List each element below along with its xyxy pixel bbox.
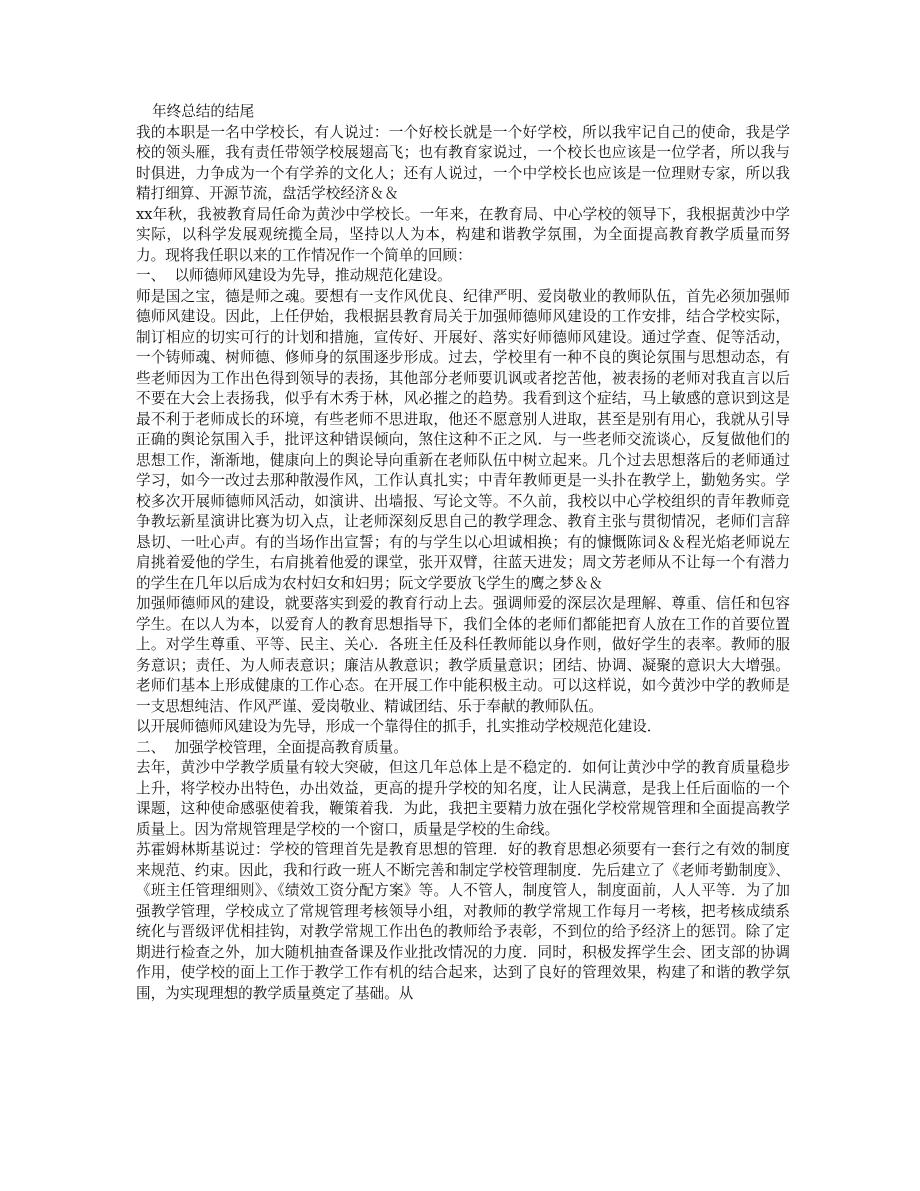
document-title: 年终总结的结尾 [152, 103, 255, 120]
paragraph-love-education: 加强师德师风的建设，就要落实到爱的教育行动上去。强调师爱的深层次是理解、尊重、信任和包容学生。在以人为本，以爱育人的教育思想指导下，我们全体的老师们都能把育人放在工作的首要位置上。对学生尊重、平等、民主、关心．各班主任及科任教师能以身作则，做好学生的表率。教师的服务意识；责任、为人师表意识；廉洁从教意识；教学质量意识；团结、协调、凝聚的意识大大增强。老师们基本上形成健康的工作心态。在开展工作中能积极主动。可以这样说，如今黄沙中学的教师是一支思想纯洁、作风严谨、爱岗敬业、精诚团结、乐于奉献的教师队伍。 [136, 595, 790, 715]
paragraph-quality: 去年，黄沙中学教学质量有较大突破，但这几年总体上是不稳定的．如何让黄沙中学的教育质量稳步上升，将学校办出特色，办出效益，更高的提升学校的知名度，让人民满意，是我上任后面临的一个课题，这种使命感驱使着我，鞭策着我．为此，我把主要精力放在强化学校常规管理和全面提高教学质量上。因为常规管理是学校的一个窗口，质量是学校的生命线。 [136, 759, 790, 838]
paragraph-intro: 我的本职是一名中学校长，有人说过：一个好校长就是一个好学校，所以我牢记自己的使命，我是学校的领头雁，我有责任带领学校展翅高飞；也有教育家说过，一个校长也应该是一位学者，所以我与时俱进，力争成为一个有学养的文化人；还有人说过，一个中学校长也应该是一位理财专家，所以我精打细算、开源节流，盘活学校经济＆＆ [136, 123, 790, 202]
section-heading-1: 一、 以师德师风建设为先导，推动规范化建设。 [136, 267, 452, 284]
section-heading-2: 二、 加强学校管理，全面提高教育质量。 [136, 738, 408, 756]
document-page [136, 102, 790, 1004]
paragraph-management: 苏霍姆林斯基说过：学校的管理首先是教育思想的管理．好的教育思想必须要有一套行之有效的制度来规范、约束。因此，我和行政一班人不断完善和制定学校管理制度．先后建立了《老师考勤制度》、《班主任管理细则》、《绩效工资分配方案》等。人不管人，制度管人，制度面前，人人平等．为了加强教学管理，学校成立了常规管理考核领导小组，对教师的教学常规工作每月一考核，把考核成绩系统化与晋级评优相挂钩，对教学常规工作出色的教师给予表彰，不到位的给予经济上的惩罚。除了定期进行检查之外，加大随机抽查备课及作业批改情况的力度．同时，积极发挥学生会、团支部的协调作用，使学校的面上工作于教学工作有机的结合起来，达到了良好的管理效果，构建了和谐的教学氛围，为实现理想的教学质量奠定了基础。从 [136, 841, 790, 1002]
paragraph-appointment: xx年秋，我被教育局任命为黄沙中学校长。一年来，在教育局、中心学校的领导下，我根据黄沙中学实际，以科学发展观统揽全局，坚持以人为本，构建和谐教学氛围，为全面提高教育教学质量而努力。现将我任职以来的工作情况作一个简单的回顾： [136, 205, 790, 264]
paragraph-ethics: 师是国之宝，德是师之魂。要想有一支作风优良、纪律严明、爱岗敬业的教师队伍，首先必须加强师德师风建设。因此，上任伊始，我根据县教育局关于加强师德师风建设的工作安排，结合学校实际，制订相应的切实可行的计划和措施，宣传好、开展好、落实好师德师风建设。通过学查、促等活动，一个铸师魂、树师德、修师身的氛围逐步形成。过去，学校里有一种不良的舆论氛围与思想动态，有些老师因为工作出色得到领导的表扬，其他部分老师要讥讽或者挖苦他，被表扬的老师对我直言以后不要在大会上表扬我，似乎有木秀于林，风必摧之的趋势。我看到这个症结，马上敏感的意识到这是最不利于老师成长的环境，有些老师不思进取，他还不愿意别人进取，甚至是别有用心，我就从引导正确的舆论氛围入手，批评这种错误倾向，煞住这种不正之风．与一些老师交流谈心，反复做他们的思想工作，渐渐地，健康向上的舆论导向重新在老师队伍中树立起来。几个过去思想落后的老师通过学习，如今一改过去那种散漫作风，工作认真扎实；中青年教师更是一头扑在教学上，勤勉务实。学校多次开展师德师风活动，如演讲、出墙报、写论文等。不久前，我校以中心学校组织的青年教师竞争教坛新星演讲比赛为切入点，让老师深刻反思自己的教学理念、教育主张与贯彻情况，老师们言辞恳切、一吐心声。有的当场作出宣誓；有的与学生以心坦诚相换；有的慷慨陈词＆＆程光焰老师说左肩挑着爱他的学生，右肩挑着他爱的课堂，张开双臂，往蓝天进发；周文芳老师从不让每一个有潜力的学生在几年以后成为农村妇女和妇男；阮文学要放飞学生的鹰之梦＆＆ [136, 287, 790, 592]
paragraph-summary-1: 以开展师德师风建设为先导，形成一个靠得住的抓手，扎实推动学校规范化建设． [136, 718, 662, 735]
